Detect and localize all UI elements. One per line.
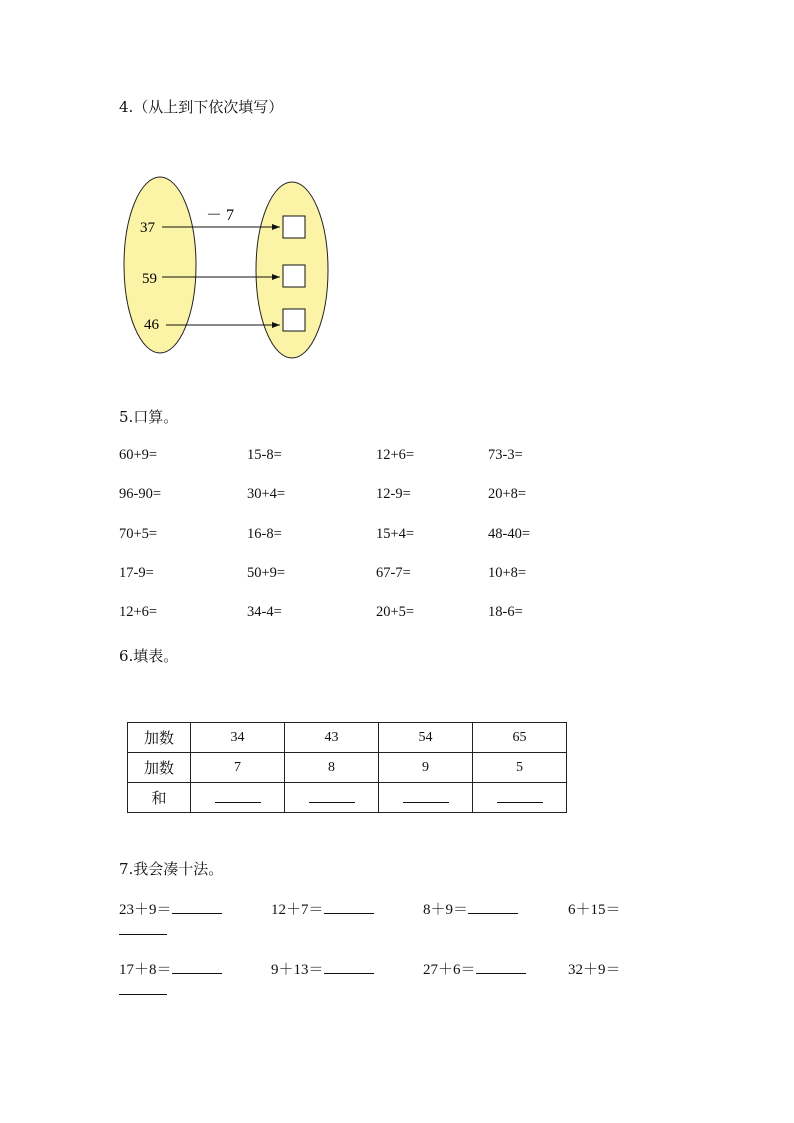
arith-r5-c1: 12+6= xyxy=(119,604,158,620)
arith-r5-c4: 18-6= xyxy=(488,604,523,620)
arith-r4-c3: 67-7= xyxy=(376,565,411,581)
arith-r1-c3: 12+6= xyxy=(376,447,415,463)
addition-table xyxy=(127,722,567,813)
mapping-diagram xyxy=(118,168,338,368)
arith-r4-c1: 17-9= xyxy=(119,565,154,581)
exercise-expression: 17＋8＝ xyxy=(119,962,172,978)
sum-answer-blank[interactable] xyxy=(285,783,379,813)
exercise-expression: 9＋13＝ xyxy=(271,962,324,978)
exercise-r2-c1 xyxy=(119,958,222,979)
exercise-r1-c4 xyxy=(568,898,621,919)
arith-r5-c2: 34-4= xyxy=(247,604,282,620)
left-ellipse xyxy=(124,177,196,353)
exercise-r2-c3 xyxy=(423,958,526,979)
exercise-expression: 8＋9＝ xyxy=(423,902,469,918)
arith-r2-c4: 20+8= xyxy=(488,486,527,502)
answer-blank[interactable] xyxy=(172,959,222,974)
exercise-r1-c1 xyxy=(119,898,222,919)
sum-answer-blank[interactable] xyxy=(473,783,567,813)
answer-blank[interactable] xyxy=(324,959,374,974)
answer-blank[interactable] xyxy=(468,899,518,914)
arith-r4-c4: 10+8= xyxy=(488,565,527,581)
input-value-3: 46 xyxy=(144,317,159,333)
table-cell: 65 xyxy=(473,723,567,753)
q7-title: 7.我会凑十法。 xyxy=(119,860,224,878)
table-cell: 7 xyxy=(191,753,285,783)
exercise-expression: 12＋7＝ xyxy=(271,902,324,918)
table-cell: 54 xyxy=(379,723,473,753)
arith-r3-c4: 48-40= xyxy=(488,526,531,542)
input-value-1: 37 xyxy=(140,220,155,236)
arith-r5-c3: 20+5= xyxy=(376,604,415,620)
answer-blank[interactable] xyxy=(172,899,222,914)
answer-box-1[interactable] xyxy=(283,216,305,238)
answer-box-2[interactable] xyxy=(283,265,305,287)
exercise-r2-c4 xyxy=(568,958,621,979)
answer-box-3[interactable] xyxy=(283,309,305,331)
arith-r3-c2: 16-8= xyxy=(247,526,282,542)
row-label-sum: 和 xyxy=(128,783,191,813)
sum-answer-blank[interactable] xyxy=(379,783,473,813)
table-row xyxy=(128,723,567,753)
exercise-r1-c2 xyxy=(271,898,374,919)
table-cell: 34 xyxy=(191,723,285,753)
q5-title: 5.口算。 xyxy=(119,408,179,426)
exercise-r1-c4-blank-wrap xyxy=(119,920,167,940)
table-cell: 8 xyxy=(285,753,379,783)
table-row xyxy=(128,753,567,783)
arith-r4-c2: 50+9= xyxy=(247,565,286,581)
table-cell: 9 xyxy=(379,753,473,783)
table-cell: 43 xyxy=(285,723,379,753)
answer-blank[interactable] xyxy=(324,899,374,914)
exercise-r2-c2 xyxy=(271,958,374,979)
exercise-r1-c3 xyxy=(423,898,518,919)
table-row xyxy=(128,783,567,813)
q6-title: 6.填表。 xyxy=(119,647,179,665)
input-value-2: 59 xyxy=(142,271,157,287)
arith-r2-c3: 12-9= xyxy=(376,486,411,502)
answer-blank[interactable] xyxy=(476,959,526,974)
arith-r2-c1: 96-90= xyxy=(119,486,162,502)
arith-r1-c4: 73-3= xyxy=(488,447,523,463)
sum-answer-blank[interactable] xyxy=(191,783,285,813)
exercise-expression: 27＋6＝ xyxy=(423,962,476,978)
arith-r1-c1: 60+9= xyxy=(119,447,158,463)
operator-label: － 7 xyxy=(206,207,235,224)
exercise-r2-c4-blank-wrap xyxy=(119,980,167,1000)
table-cell: 5 xyxy=(473,753,567,783)
arith-r3-c3: 15+4= xyxy=(376,526,415,542)
row-label-addend-1: 加数 xyxy=(128,723,191,753)
arith-r2-c2: 30+4= xyxy=(247,486,286,502)
exercise-expression: 32＋9＝ xyxy=(568,962,621,978)
answer-blank[interactable] xyxy=(119,920,167,935)
exercise-expression: 23＋9＝ xyxy=(119,902,172,918)
exercise-expression: 6＋15＝ xyxy=(568,902,621,918)
q4-title: 4.（从上到下依次填写） xyxy=(119,98,284,116)
arith-r3-c1: 70+5= xyxy=(119,526,158,542)
row-label-addend-2: 加数 xyxy=(128,753,191,783)
arith-r1-c2: 15-8= xyxy=(247,447,282,463)
answer-blank[interactable] xyxy=(119,980,167,995)
